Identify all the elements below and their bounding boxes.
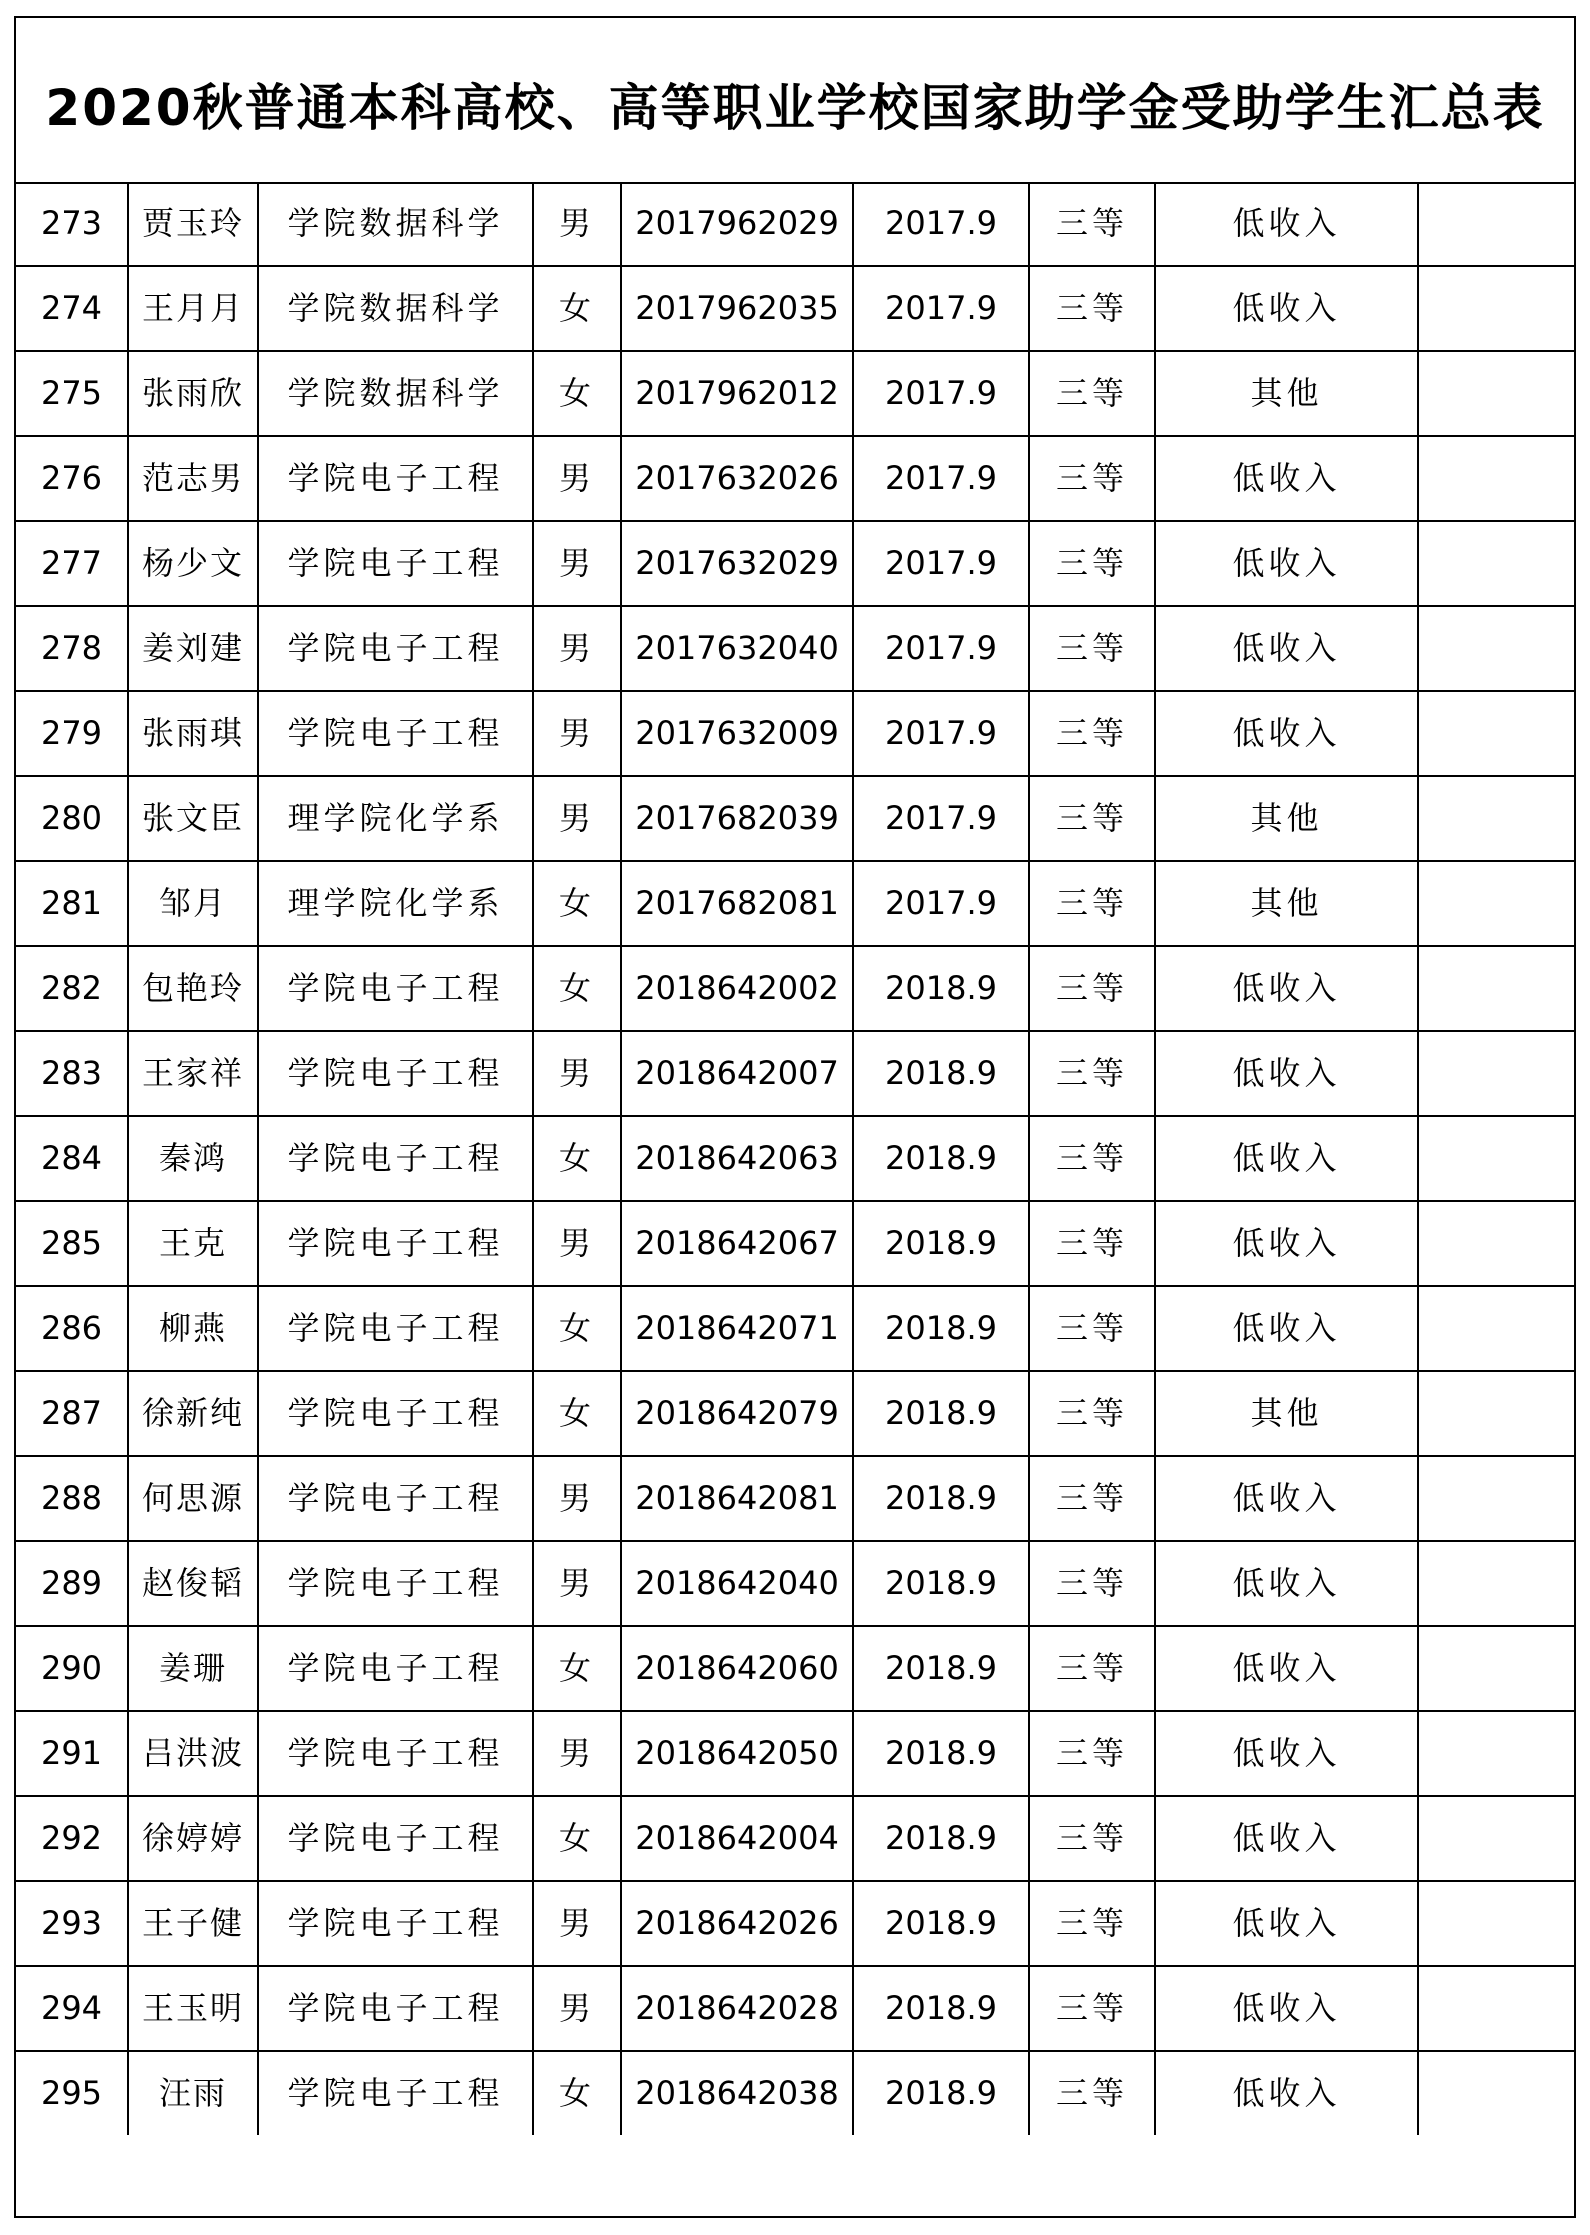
hardship-type-cell: 低收入 [1155,1626,1418,1711]
document-title: 2020秋普通本科高校、高等职业学校国家助学金受助学生汇总表 [45,79,1545,137]
enrollment-date-cell: 2018.9 [853,1881,1029,1966]
grant-level-cell: 三等 [1029,776,1155,861]
row-number-cell: 286 [16,1286,128,1371]
table-row [16,1626,1574,1711]
remarks-cell [1418,182,1574,266]
row-number-cell: 276 [16,436,128,521]
remarks-cell [1418,776,1574,861]
student-name-cell: 张文臣 [128,776,258,861]
remarks-cell [1418,2051,1574,2135]
department-cell: 学院电子工程 [258,2051,533,2135]
department-cell: 学院电子工程 [258,946,533,1031]
table-body [16,182,1574,2135]
student-id-cell: 2018642079 [621,1371,853,1456]
gender-cell: 女 [533,1286,621,1371]
student-id-cell: 2017632026 [621,436,853,521]
student-id-cell: 2018642007 [621,1031,853,1116]
grant-level-cell: 三等 [1029,1116,1155,1201]
gender-cell: 女 [533,1626,621,1711]
student-name-cell: 张雨欣 [128,351,258,436]
enrollment-date-cell: 2018.9 [853,1796,1029,1881]
enrollment-date-cell: 2018.9 [853,1711,1029,1796]
grant-level-cell: 三等 [1029,1541,1155,1626]
student-name-cell: 赵俊韬 [128,1541,258,1626]
remarks-cell [1418,1456,1574,1541]
gender-cell: 男 [533,182,621,266]
department-cell: 学院电子工程 [258,521,533,606]
student-name-cell: 王月月 [128,266,258,351]
remarks-cell [1418,691,1574,776]
enrollment-date-cell: 2018.9 [853,1626,1029,1711]
remarks-cell [1418,1711,1574,1796]
student-name-cell: 何思源 [128,1456,258,1541]
remarks-cell [1418,946,1574,1031]
row-number-cell: 295 [16,2051,128,2135]
grant-level-cell: 三等 [1029,2051,1155,2135]
remarks-cell [1418,1966,1574,2051]
gender-cell: 女 [533,1371,621,1456]
student-id-cell: 2018642063 [621,1116,853,1201]
student-id-cell: 2018642050 [621,1711,853,1796]
row-number-cell: 283 [16,1031,128,1116]
title-band [16,18,1574,184]
student-id-cell: 2017632029 [621,521,853,606]
table-row [16,1541,1574,1626]
grant-level-cell: 三等 [1029,182,1155,266]
student-id-cell: 2018642002 [621,946,853,1031]
department-cell: 理学院化学系 [258,861,533,946]
department-cell: 学院电子工程 [258,1711,533,1796]
gender-cell: 男 [533,1201,621,1286]
gender-cell: 男 [533,1881,621,1966]
remarks-cell [1418,606,1574,691]
hardship-type-cell: 低收入 [1155,606,1418,691]
student-id-cell: 2017962035 [621,266,853,351]
student-id-cell: 2018642040 [621,1541,853,1626]
row-number-cell: 275 [16,351,128,436]
row-number-cell: 291 [16,1711,128,1796]
table-row [16,266,1574,351]
hardship-type-cell: 低收入 [1155,1201,1418,1286]
table-row [16,1881,1574,1966]
remarks-cell [1418,1881,1574,1966]
enrollment-date-cell: 2018.9 [853,1456,1029,1541]
row-number-cell: 290 [16,1626,128,1711]
student-name-cell: 吕洪波 [128,1711,258,1796]
remarks-cell [1418,1286,1574,1371]
remarks-cell [1418,1201,1574,1286]
grant-level-cell: 三等 [1029,1966,1155,2051]
department-cell: 学院电子工程 [258,1201,533,1286]
enrollment-date-cell: 2018.9 [853,2051,1029,2135]
row-number-cell: 293 [16,1881,128,1966]
student-id-cell: 2018642060 [621,1626,853,1711]
recipient-table [16,182,1574,2135]
hardship-type-cell: 低收入 [1155,1456,1418,1541]
hardship-type-cell: 其他 [1155,1371,1418,1456]
table-row [16,1201,1574,1286]
department-cell: 学院电子工程 [258,1796,533,1881]
enrollment-date-cell: 2017.9 [853,266,1029,351]
department-cell: 学院电子工程 [258,1456,533,1541]
grant-level-cell: 三等 [1029,946,1155,1031]
enrollment-date-cell: 2017.9 [853,351,1029,436]
student-name-cell: 姜珊 [128,1626,258,1711]
department-cell: 学院数据科学 [258,182,533,266]
enrollment-date-cell: 2018.9 [853,1541,1029,1626]
row-number-cell: 282 [16,946,128,1031]
gender-cell: 女 [533,861,621,946]
student-id-cell: 2018642071 [621,1286,853,1371]
table-row [16,1711,1574,1796]
hardship-type-cell: 低收入 [1155,691,1418,776]
gender-cell: 男 [533,606,621,691]
hardship-type-cell: 低收入 [1155,1541,1418,1626]
row-number-cell: 285 [16,1201,128,1286]
enrollment-date-cell: 2017.9 [853,691,1029,776]
hardship-type-cell: 低收入 [1155,182,1418,266]
department-cell: 学院电子工程 [258,436,533,521]
student-name-cell: 贾玉玲 [128,182,258,266]
department-cell: 学院电子工程 [258,1031,533,1116]
student-name-cell: 范志男 [128,436,258,521]
student-name-cell: 王玉明 [128,1966,258,2051]
table-row [16,1286,1574,1371]
department-cell: 学院电子工程 [258,1116,533,1201]
department-cell: 学院数据科学 [258,351,533,436]
grant-level-cell: 三等 [1029,266,1155,351]
student-id-cell: 2017632009 [621,691,853,776]
row-number-cell: 277 [16,521,128,606]
student-name-cell: 王克 [128,1201,258,1286]
table-row [16,606,1574,691]
remarks-cell [1418,521,1574,606]
student-id-cell: 2018642028 [621,1966,853,2051]
row-number-cell: 292 [16,1796,128,1881]
table-row [16,1966,1574,2051]
enrollment-date-cell: 2017.9 [853,776,1029,861]
table-row [16,182,1574,266]
enrollment-date-cell: 2017.9 [853,436,1029,521]
enrollment-date-cell: 2018.9 [853,1201,1029,1286]
student-id-cell: 2018642038 [621,2051,853,2135]
row-number-cell: 281 [16,861,128,946]
grant-level-cell: 三等 [1029,691,1155,776]
row-number-cell: 287 [16,1371,128,1456]
remarks-cell [1418,436,1574,521]
department-cell: 学院电子工程 [258,1966,533,2051]
grant-level-cell: 三等 [1029,1626,1155,1711]
table-row [16,1031,1574,1116]
gender-cell: 女 [533,1796,621,1881]
row-number-cell: 279 [16,691,128,776]
student-name-cell: 徐新纯 [128,1371,258,1456]
hardship-type-cell: 低收入 [1155,436,1418,521]
remarks-cell [1418,266,1574,351]
hardship-type-cell: 其他 [1155,776,1418,861]
department-cell: 学院电子工程 [258,1286,533,1371]
gender-cell: 男 [533,691,621,776]
hardship-type-cell: 其他 [1155,351,1418,436]
gender-cell: 男 [533,1966,621,2051]
grant-level-cell: 三等 [1029,1371,1155,1456]
remarks-cell [1418,1371,1574,1456]
document-sheet [14,16,1576,2218]
student-name-cell: 柳燕 [128,1286,258,1371]
student-id-cell: 2018642026 [621,1881,853,1966]
department-cell: 学院数据科学 [258,266,533,351]
grant-level-cell: 三等 [1029,606,1155,691]
enrollment-date-cell: 2017.9 [853,521,1029,606]
table-row [16,1456,1574,1541]
student-id-cell: 2017632040 [621,606,853,691]
gender-cell: 男 [533,436,621,521]
enrollment-date-cell: 2018.9 [853,946,1029,1031]
gender-cell: 女 [533,266,621,351]
department-cell: 学院电子工程 [258,1626,533,1711]
student-name-cell: 汪雨 [128,2051,258,2135]
table-row [16,861,1574,946]
department-cell: 学院电子工程 [258,606,533,691]
grant-level-cell: 三等 [1029,521,1155,606]
department-cell: 学院电子工程 [258,1881,533,1966]
enrollment-date-cell: 2018.9 [853,1966,1029,2051]
hardship-type-cell: 低收入 [1155,266,1418,351]
hardship-type-cell: 低收入 [1155,521,1418,606]
grant-level-cell: 三等 [1029,1796,1155,1881]
student-name-cell: 王家祥 [128,1031,258,1116]
table-row [16,946,1574,1031]
hardship-type-cell: 低收入 [1155,1116,1418,1201]
gender-cell: 女 [533,351,621,436]
enrollment-date-cell: 2017.9 [853,861,1029,946]
student-name-cell: 邹月 [128,861,258,946]
student-name-cell: 杨少文 [128,521,258,606]
table-row [16,351,1574,436]
gender-cell: 男 [533,1031,621,1116]
table-row [16,691,1574,776]
table-row [16,776,1574,861]
grant-level-cell: 三等 [1029,1456,1155,1541]
hardship-type-cell: 低收入 [1155,1711,1418,1796]
gender-cell: 男 [533,1456,621,1541]
gender-cell: 女 [533,2051,621,2135]
remarks-cell [1418,351,1574,436]
enrollment-date-cell: 2018.9 [853,1286,1029,1371]
remarks-cell [1418,1116,1574,1201]
student-id-cell: 2018642004 [621,1796,853,1881]
remarks-cell [1418,1626,1574,1711]
grant-level-cell: 三等 [1029,1201,1155,1286]
hardship-type-cell: 低收入 [1155,1286,1418,1371]
hardship-type-cell: 低收入 [1155,1881,1418,1966]
grant-level-cell: 三等 [1029,1881,1155,1966]
table-row [16,1796,1574,1881]
table-row [16,521,1574,606]
grant-level-cell: 三等 [1029,861,1155,946]
remarks-cell [1418,1796,1574,1881]
row-number-cell: 284 [16,1116,128,1201]
student-id-cell: 2018642081 [621,1456,853,1541]
hardship-type-cell: 低收入 [1155,946,1418,1031]
table-row [16,1371,1574,1456]
remarks-cell [1418,1541,1574,1626]
gender-cell: 男 [533,1711,621,1796]
student-id-cell: 2018642067 [621,1201,853,1286]
gender-cell: 男 [533,521,621,606]
hardship-type-cell: 低收入 [1155,1796,1418,1881]
row-number-cell: 274 [16,266,128,351]
department-cell: 学院电子工程 [258,1541,533,1626]
enrollment-date-cell: 2017.9 [853,182,1029,266]
hardship-type-cell: 其他 [1155,861,1418,946]
department-cell: 学院电子工程 [258,691,533,776]
row-number-cell: 294 [16,1966,128,2051]
grant-level-cell: 三等 [1029,351,1155,436]
student-id-cell: 2017962029 [621,182,853,266]
enrollment-date-cell: 2018.9 [853,1371,1029,1456]
row-number-cell: 288 [16,1456,128,1541]
enrollment-date-cell: 2017.9 [853,606,1029,691]
grant-level-cell: 三等 [1029,1286,1155,1371]
row-number-cell: 273 [16,182,128,266]
row-number-cell: 289 [16,1541,128,1626]
student-name-cell: 秦鸿 [128,1116,258,1201]
enrollment-date-cell: 2018.9 [853,1031,1029,1116]
grant-level-cell: 三等 [1029,1711,1155,1796]
table-row [16,436,1574,521]
student-name-cell: 王子健 [128,1881,258,1966]
remarks-cell [1418,1031,1574,1116]
gender-cell: 女 [533,946,621,1031]
hardship-type-cell: 低收入 [1155,2051,1418,2135]
student-name-cell: 张雨琪 [128,691,258,776]
gender-cell: 男 [533,776,621,861]
row-number-cell: 278 [16,606,128,691]
grant-level-cell: 三等 [1029,436,1155,521]
student-id-cell: 2017682081 [621,861,853,946]
table-row [16,2051,1574,2135]
remarks-cell [1418,861,1574,946]
row-number-cell: 280 [16,776,128,861]
hardship-type-cell: 低收入 [1155,1966,1418,2051]
department-cell: 理学院化学系 [258,776,533,861]
gender-cell: 男 [533,1541,621,1626]
student-name-cell: 包艳玲 [128,946,258,1031]
grant-level-cell: 三等 [1029,1031,1155,1116]
hardship-type-cell: 低收入 [1155,1031,1418,1116]
table-row [16,1116,1574,1201]
student-id-cell: 2017682039 [621,776,853,861]
student-name-cell: 姜刘建 [128,606,258,691]
student-name-cell: 徐婷婷 [128,1796,258,1881]
department-cell: 学院电子工程 [258,1371,533,1456]
student-id-cell: 2017962012 [621,351,853,436]
gender-cell: 女 [533,1116,621,1201]
enrollment-date-cell: 2018.9 [853,1116,1029,1201]
